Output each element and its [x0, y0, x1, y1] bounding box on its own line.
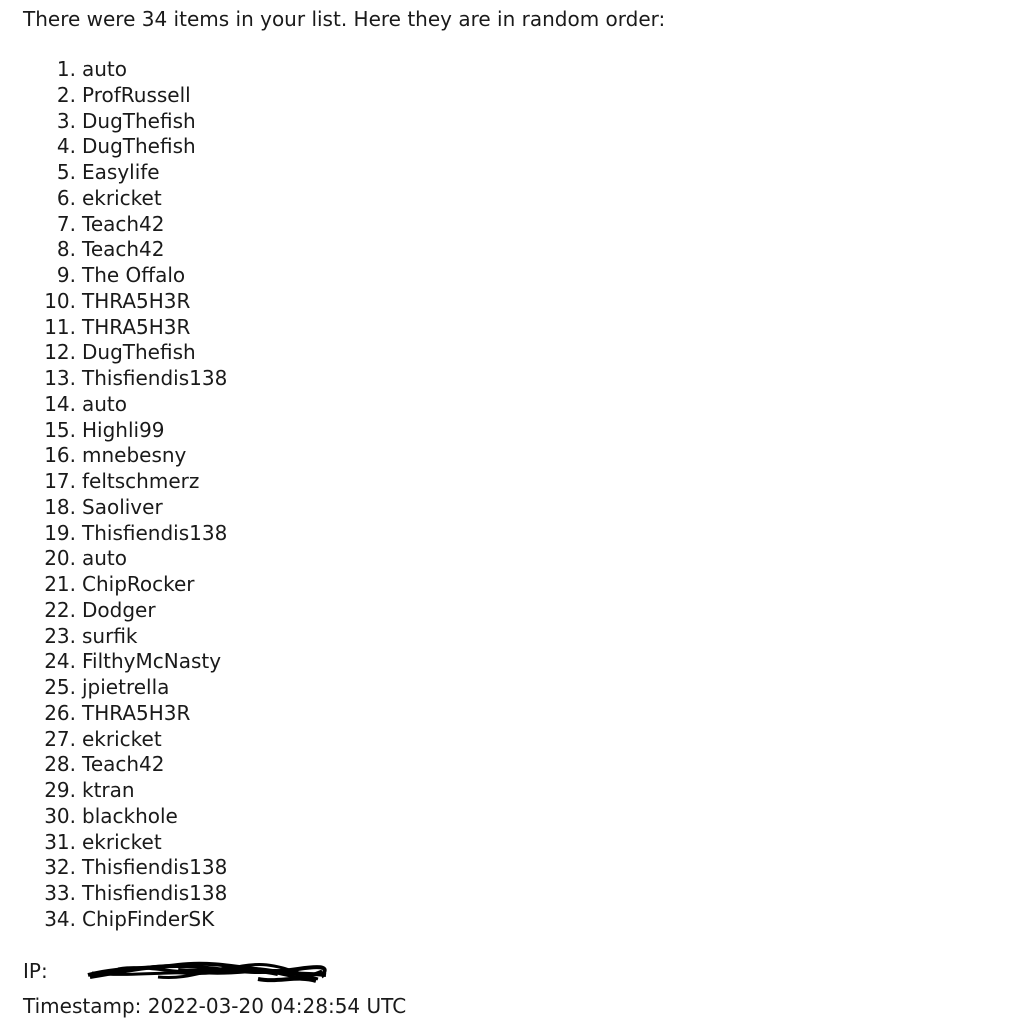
- list-item: [0, 366, 227, 392]
- list-item-text: Teach42: [82, 752, 165, 777]
- list-item: [0, 830, 227, 856]
- list-item-text: Saoliver: [82, 494, 163, 519]
- list-item: [0, 418, 227, 444]
- list-item-number: 26.: [44, 700, 76, 725]
- list-item: [0, 521, 227, 547]
- list-item-number: 33.: [44, 881, 76, 905]
- list-item-number: 2.: [56, 82, 76, 107]
- list-item: [0, 160, 227, 186]
- list-item-number: 8.: [56, 237, 76, 262]
- list-item: [0, 624, 227, 650]
- list-item-text: ProfRussell: [82, 82, 191, 107]
- list-item-text: ekricket: [82, 829, 162, 854]
- list-item: [0, 83, 227, 109]
- list-item: [0, 701, 227, 727]
- list-item-number: 7.: [56, 211, 76, 236]
- list-item: [0, 186, 227, 212]
- list-item-number: 30.: [44, 803, 76, 828]
- list-item: [0, 212, 227, 238]
- list-item: [0, 134, 227, 160]
- list-item-number: 17.: [44, 469, 76, 493]
- list-item-text: ekricket: [82, 726, 162, 751]
- list-item-text: Thisfiendis138: [82, 366, 228, 390]
- list-item: [0, 546, 227, 572]
- list-item: [0, 340, 227, 366]
- list-item-text: auto: [82, 57, 128, 81]
- list-item-text: Dodger: [82, 597, 156, 622]
- ip-redaction-scribble: [58, 957, 328, 985]
- list-item-text: DugThefish: [82, 134, 196, 159]
- list-item: [0, 778, 227, 804]
- list-item: [0, 752, 227, 778]
- timestamp-text: Timestamp: 2022-03-20 04:28:54 UTC: [23, 994, 407, 1018]
- list-item-number: 16.: [44, 443, 76, 468]
- list-item: [0, 57, 227, 83]
- list-item-number: 34.: [44, 906, 76, 931]
- list-item: [0, 315, 227, 341]
- list-item-text: DugThefish: [82, 340, 196, 365]
- randomized-list: [0, 57, 227, 933]
- list-item-number: 11.: [44, 314, 76, 339]
- list-item-text: Easylife: [82, 160, 160, 184]
- list-item-number: 32.: [44, 855, 76, 880]
- list-item: [0, 907, 227, 933]
- list-item-text: ekricket: [82, 185, 162, 210]
- list-item: [0, 237, 227, 263]
- list-item-text: auto: [82, 546, 128, 571]
- list-item-number: 27.: [44, 726, 76, 751]
- list-item: [0, 727, 227, 753]
- list-item-text: FilthyMcNasty: [82, 649, 222, 674]
- list-item: [0, 572, 227, 598]
- list-item-text: surfik: [82, 623, 138, 648]
- list-item-number: 13.: [44, 366, 76, 390]
- list-item-number: 4.: [56, 134, 76, 159]
- list-item-number: 29.: [44, 778, 76, 802]
- list-item: [0, 881, 227, 907]
- list-item: [0, 263, 227, 289]
- list-item: [0, 109, 227, 135]
- list-item-text: mnebesny: [82, 443, 187, 468]
- list-item-number: 5.: [56, 160, 76, 184]
- list-item-text: ChipFinderSK: [82, 906, 215, 931]
- ip-line: [23, 957, 328, 985]
- list-item-text: auto: [82, 391, 128, 416]
- list-item-text: THRA5H3R: [82, 314, 191, 339]
- list-item-text: Teach42: [82, 211, 165, 236]
- list-item-number: 24.: [44, 649, 76, 674]
- list-item: [0, 443, 227, 469]
- list-item: [0, 855, 227, 881]
- list-item-text: ChipRocker: [82, 572, 195, 596]
- list-item-text: feltschmerz: [82, 469, 200, 493]
- list-item: [0, 392, 227, 418]
- list-item-number: 21.: [44, 572, 76, 596]
- list-item-text: jpietrella: [82, 675, 170, 699]
- list-item: [0, 289, 227, 315]
- list-item-number: 23.: [44, 623, 76, 648]
- list-item-text: The Offalo: [82, 263, 186, 287]
- list-item: [0, 469, 227, 495]
- list-item-number: 1.: [56, 57, 76, 81]
- list-item-number: 20.: [44, 546, 76, 571]
- list-item-number: 12.: [44, 340, 76, 365]
- list-item-number: 9.: [56, 263, 76, 287]
- list-item-number: 14.: [44, 391, 76, 416]
- list-item-text: THRA5H3R: [82, 700, 191, 725]
- list-item: [0, 495, 227, 521]
- list-item-number: 15.: [44, 417, 76, 442]
- list-item-number: 3.: [56, 108, 76, 133]
- list-item-text: Thisfiendis138: [82, 520, 228, 545]
- list-item-number: 10.: [44, 288, 76, 313]
- list-item-text: Thisfiendis138: [82, 855, 228, 880]
- list-item-text: Thisfiendis138: [82, 881, 228, 905]
- list-item-number: 22.: [44, 597, 76, 622]
- list-item-number: 18.: [44, 494, 76, 519]
- list-item-number: 19.: [44, 520, 76, 545]
- list-item-text: DugThefish: [82, 108, 196, 133]
- ip-label: IP:: [23, 959, 48, 983]
- list-item-text: THRA5H3R: [82, 288, 191, 313]
- list-item: [0, 675, 227, 701]
- intro-text: There were 34 items in your list. Here they are in random order:: [23, 7, 666, 31]
- list-item-number: 28.: [44, 752, 76, 777]
- list-item-number: 31.: [44, 829, 76, 854]
- list-item: [0, 598, 227, 624]
- list-item-text: Teach42: [82, 237, 165, 262]
- list-item-text: Highli99: [82, 417, 165, 442]
- list-item: [0, 804, 227, 830]
- list-item: [0, 649, 227, 675]
- list-item-number: 25.: [44, 675, 76, 699]
- list-item-text: ktran: [82, 778, 135, 802]
- list-item-text: blackhole: [82, 803, 178, 828]
- list-item-number: 6.: [56, 185, 76, 210]
